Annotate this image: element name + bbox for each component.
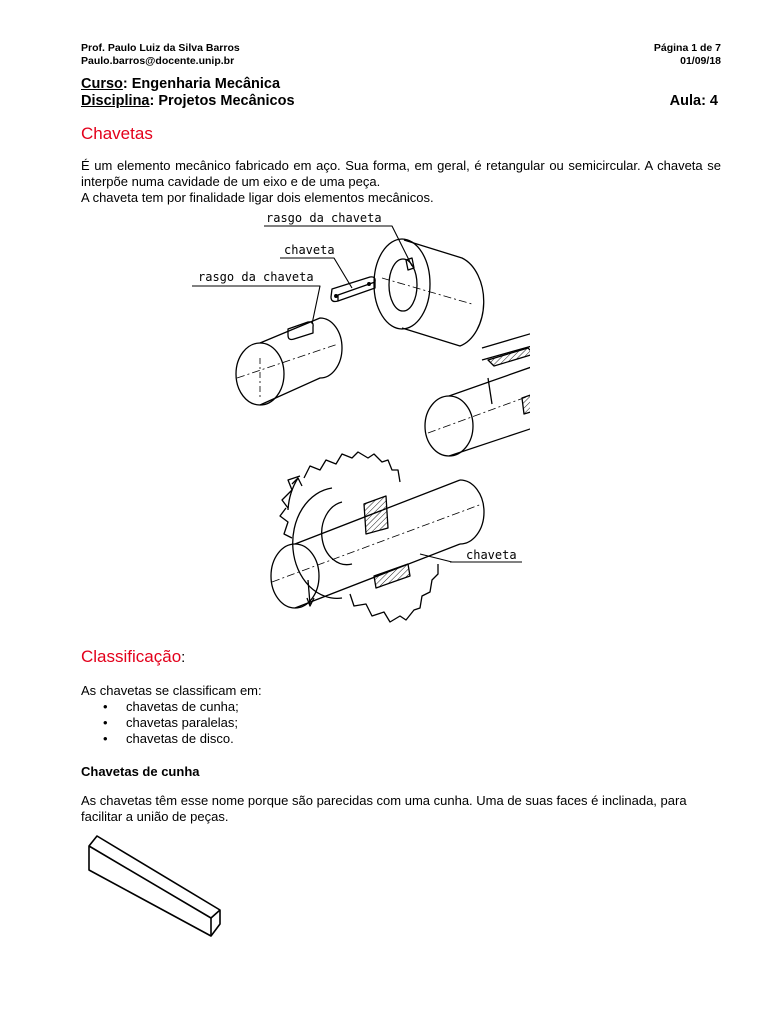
intro-paragraph-2: A chaveta tem por finalidade ligar dois elementos mecânicos.	[81, 190, 434, 205]
section-title-classificacao	[81, 647, 185, 667]
subsection-title-chavetas-de-cunha: Chavetas de cunha	[81, 764, 200, 779]
lesson-number: Aula: 4	[669, 93, 718, 109]
assembly-drawing	[425, 328, 530, 456]
hub-drawing	[374, 239, 484, 346]
label-rasgo-da-chaveta-left: rasgo da chaveta	[198, 270, 314, 284]
label-chaveta-top: chaveta	[284, 243, 335, 257]
course-line	[81, 76, 721, 94]
classification-intro: As chavetas se classificam em:	[81, 683, 262, 698]
header-date: 01/09/18	[680, 55, 721, 67]
course-value: : Engenharia Mecânica	[122, 76, 281, 92]
intro-paragraph: É um elemento mecânico fabricado em aço. Sua forma, em geral, é retangular ou semicircular. A chaveta se interpõe numa cavidade de um eixo e de uma peça.	[81, 158, 721, 189]
header-email: Paulo.barros@docente.unip.br	[81, 55, 235, 67]
course-label: Curso	[81, 76, 123, 92]
header-row-2	[81, 55, 721, 69]
classification-list	[101, 699, 239, 747]
shaft-drawing	[236, 318, 342, 405]
section-title-chavetas: Chavetas	[81, 124, 153, 143]
wedge-key-paragraph: As chavetas têm esse nome porque são parecidas com uma cunha. Uma de suas faces é inclinada, para facilitar a união de peças.	[81, 793, 687, 824]
header-page-number: Página 1 de 7	[653, 42, 721, 54]
label-chaveta-bottom: chaveta	[466, 548, 517, 562]
classificacao-colon: :	[181, 649, 186, 666]
classificacao-text: Classificação	[81, 647, 182, 666]
list-item: • chavetas de disco.	[101, 731, 239, 747]
list-item: • chavetas paralelas;	[101, 715, 239, 731]
wedge-key-illustration	[85, 832, 225, 942]
key-drawing	[331, 277, 375, 302]
gear-assembly-drawing	[271, 452, 484, 622]
header-author: Prof. Paulo Luiz da Silva Barros	[81, 42, 240, 54]
discipline-line	[81, 93, 721, 111]
label-rasgo-da-chaveta-top: rasgo da chaveta	[266, 211, 382, 225]
list-item: • chavetas de cunha;	[101, 699, 239, 715]
keyed-shaft-illustration	[192, 208, 530, 640]
discipline-label: Disciplina	[81, 93, 150, 109]
header-row-1	[81, 42, 721, 56]
discipline-value: : Projetos Mecânicos	[149, 93, 295, 109]
